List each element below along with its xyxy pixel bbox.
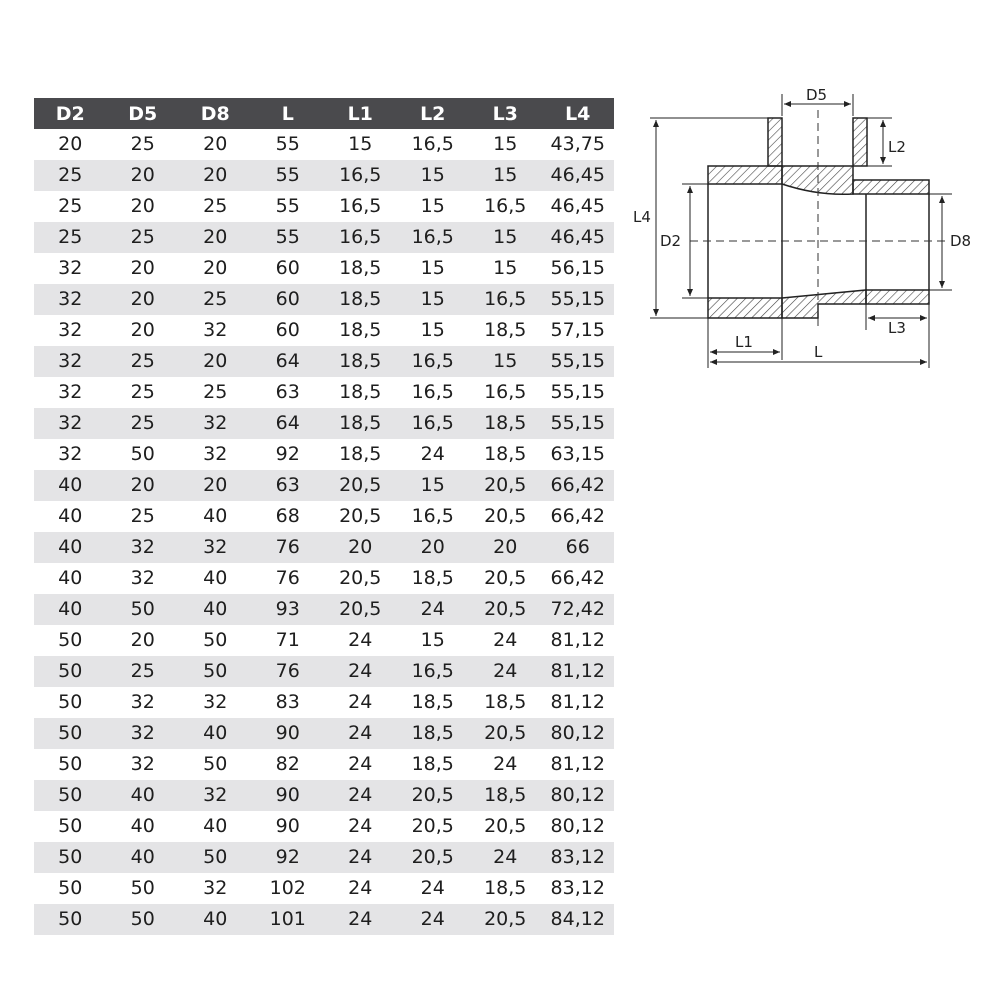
table-cell: 16,5 bbox=[324, 222, 397, 253]
table-cell: 90 bbox=[252, 780, 325, 811]
table-cell: 40 bbox=[203, 815, 228, 837]
table-cell: 32 bbox=[130, 753, 155, 775]
table-cell: 24 bbox=[324, 656, 397, 687]
table-cell: 68 bbox=[275, 505, 300, 527]
table-cell: 25 bbox=[34, 160, 107, 191]
table-cell: 64 bbox=[252, 346, 325, 377]
table-cell: 20 bbox=[179, 470, 252, 501]
table-cell: 32 bbox=[34, 408, 107, 439]
table-cell: 40 bbox=[203, 505, 228, 527]
table-cell: 50 bbox=[179, 842, 252, 873]
table-cell: 20 bbox=[203, 257, 228, 279]
table-cell: 90 bbox=[275, 815, 300, 837]
table-cell: 32 bbox=[130, 691, 155, 713]
table-cell: 18,5 bbox=[339, 381, 382, 403]
column-header: L bbox=[252, 98, 325, 129]
table-cell: 32 bbox=[58, 443, 83, 465]
table-cell: 24 bbox=[420, 877, 445, 899]
table-cell: 20 bbox=[469, 532, 542, 563]
table-cell: 16,5 bbox=[411, 133, 454, 155]
table-row bbox=[34, 625, 614, 656]
table-cell: 32 bbox=[179, 408, 252, 439]
label-d8: D8 bbox=[950, 232, 972, 250]
table-cell: 25 bbox=[130, 505, 155, 527]
table-cell: 25 bbox=[130, 133, 155, 155]
table-cell: 71 bbox=[275, 629, 300, 651]
table-cell: 15 bbox=[397, 470, 470, 501]
table-cell: 18,5 bbox=[324, 284, 397, 315]
table-row bbox=[34, 160, 614, 191]
table-cell: 15 bbox=[469, 346, 542, 377]
table-cell: 20 bbox=[324, 532, 397, 563]
table-cell: 25 bbox=[107, 346, 180, 377]
table-cell: 90 bbox=[252, 718, 325, 749]
table-cell: 18,5 bbox=[469, 780, 542, 811]
table-cell: 93 bbox=[252, 594, 325, 625]
table-cell: 16,5 bbox=[411, 505, 454, 527]
table-cell: 32 bbox=[34, 346, 107, 377]
table-cell: 56,15 bbox=[550, 257, 605, 279]
table-cell: 40 bbox=[107, 780, 180, 811]
table-row bbox=[34, 656, 614, 687]
table-cell: 24 bbox=[469, 656, 542, 687]
table-cell: 16,5 bbox=[411, 381, 454, 403]
table-cell: 102 bbox=[269, 877, 306, 899]
table-cell: 50 bbox=[107, 594, 180, 625]
table-cell: 32 bbox=[203, 443, 228, 465]
table-cell: 32 bbox=[58, 257, 83, 279]
table-row bbox=[34, 749, 614, 780]
table-cell: 25 bbox=[58, 195, 83, 217]
table-cell: 50 bbox=[58, 753, 83, 775]
table-cell: 81,12 bbox=[550, 753, 605, 775]
table-cell: 16,5 bbox=[397, 408, 470, 439]
table-cell: 15 bbox=[397, 284, 470, 315]
table-cell: 60 bbox=[252, 284, 325, 315]
table-cell: 15 bbox=[469, 160, 542, 191]
column-header: L3 bbox=[469, 98, 542, 129]
label-d2: D2 bbox=[660, 232, 682, 250]
table-cell: 32 bbox=[58, 319, 83, 341]
table-cell: 15 bbox=[420, 195, 445, 217]
table-cell: 32 bbox=[58, 381, 83, 403]
table-cell: 25 bbox=[107, 408, 180, 439]
table-row bbox=[34, 377, 614, 408]
table-cell: 24 bbox=[324, 842, 397, 873]
table-cell: 66,42 bbox=[550, 567, 605, 589]
table-cell: 55 bbox=[252, 160, 325, 191]
table-row bbox=[34, 253, 614, 284]
table-cell: 66,42 bbox=[550, 505, 605, 527]
table-cell: 24 bbox=[397, 594, 470, 625]
table-cell: 18,5 bbox=[469, 408, 542, 439]
table-cell: 40 bbox=[34, 532, 107, 563]
table-cell: 16,5 bbox=[397, 222, 470, 253]
table-cell: 20,5 bbox=[469, 594, 542, 625]
table-cell: 16,5 bbox=[397, 346, 470, 377]
table-cell: 92 bbox=[252, 842, 325, 873]
table-cell: 20,5 bbox=[397, 780, 470, 811]
table-cell: 50 bbox=[130, 443, 155, 465]
table-cell: 25 bbox=[130, 381, 155, 403]
table-cell: 60 bbox=[275, 257, 300, 279]
table-cell: 32 bbox=[130, 567, 155, 589]
table-row bbox=[34, 470, 614, 501]
table-cell: 63 bbox=[275, 381, 300, 403]
table-cell: 24 bbox=[324, 718, 397, 749]
table-cell: 18,5 bbox=[411, 567, 454, 589]
table-cell: 55,15 bbox=[542, 346, 615, 377]
dimension-lines bbox=[650, 94, 952, 368]
table-row bbox=[34, 904, 614, 935]
table-cell: 50 bbox=[58, 815, 83, 837]
table-cell: 16,5 bbox=[484, 195, 527, 217]
table-row bbox=[34, 501, 614, 532]
table-cell: 50 bbox=[179, 656, 252, 687]
table-cell: 25 bbox=[107, 656, 180, 687]
table-row bbox=[34, 315, 614, 346]
table-cell: 20,5 bbox=[339, 567, 382, 589]
table-cell: 50 bbox=[107, 904, 180, 935]
table-row bbox=[34, 842, 614, 873]
table-cell: 50 bbox=[34, 904, 107, 935]
table-cell: 25 bbox=[203, 381, 228, 403]
table-cell: 20,5 bbox=[469, 718, 542, 749]
table-cell: 16,5 bbox=[469, 284, 542, 315]
table-cell: 57,15 bbox=[550, 319, 605, 341]
table-cell: 40 bbox=[179, 718, 252, 749]
table-cell: 32 bbox=[179, 780, 252, 811]
column-header: L4 bbox=[542, 98, 615, 129]
table-row bbox=[34, 439, 614, 470]
column-header: D5 bbox=[107, 98, 180, 129]
table-cell: 55 bbox=[275, 195, 300, 217]
table-row bbox=[34, 687, 614, 718]
table-cell: 20,5 bbox=[411, 815, 454, 837]
table-cell: 40 bbox=[203, 567, 228, 589]
table-cell: 81,12 bbox=[550, 629, 605, 651]
table-cell: 24 bbox=[348, 753, 373, 775]
table-cell: 24 bbox=[397, 904, 470, 935]
table-row bbox=[34, 191, 614, 222]
table-cell: 46,45 bbox=[550, 195, 605, 217]
table-cell: 32 bbox=[34, 284, 107, 315]
table-cell: 18,5 bbox=[411, 753, 454, 775]
table-cell: 18,5 bbox=[484, 877, 527, 899]
table-cell: 20,5 bbox=[324, 594, 397, 625]
label-l2: L2 bbox=[888, 138, 906, 156]
table-cell: 40 bbox=[34, 470, 107, 501]
table-cell: 15 bbox=[397, 160, 470, 191]
table-cell: 64 bbox=[252, 408, 325, 439]
table-cell: 15 bbox=[420, 629, 445, 651]
table-cell: 80,12 bbox=[550, 815, 605, 837]
column-header: D8 bbox=[179, 98, 252, 129]
dimension-table bbox=[34, 98, 614, 935]
table-cell: 15 bbox=[493, 257, 518, 279]
table-row bbox=[34, 718, 614, 749]
table-cell: 50 bbox=[34, 780, 107, 811]
table-body bbox=[34, 129, 614, 935]
table-cell: 16,5 bbox=[324, 160, 397, 191]
table-cell: 18,5 bbox=[339, 257, 382, 279]
table-cell: 20 bbox=[203, 133, 228, 155]
table-header-row bbox=[34, 98, 614, 129]
table-cell: 50 bbox=[58, 629, 83, 651]
table-cell: 20 bbox=[179, 346, 252, 377]
table-row bbox=[34, 129, 614, 160]
table-cell: 15 bbox=[420, 319, 445, 341]
table-cell: 63,15 bbox=[550, 443, 605, 465]
table-cell: 18,5 bbox=[339, 319, 382, 341]
table-cell: 46,45 bbox=[542, 160, 615, 191]
table-cell: 20,5 bbox=[397, 842, 470, 873]
table-cell: 40 bbox=[130, 815, 155, 837]
table-cell: 24 bbox=[420, 443, 445, 465]
table-cell: 50 bbox=[58, 691, 83, 713]
table-cell: 50 bbox=[203, 629, 228, 651]
table-cell: 20 bbox=[397, 532, 470, 563]
table-row bbox=[34, 346, 614, 377]
table-cell: 15 bbox=[420, 257, 445, 279]
table-cell: 32 bbox=[107, 532, 180, 563]
table-cell: 25 bbox=[203, 195, 228, 217]
table-cell: 24 bbox=[348, 877, 373, 899]
table-row bbox=[34, 222, 614, 253]
table-cell: 50 bbox=[34, 718, 107, 749]
table-cell: 18,5 bbox=[484, 691, 527, 713]
table-cell: 20 bbox=[130, 257, 155, 279]
table-cell: 15 bbox=[493, 133, 518, 155]
table-cell: 18,5 bbox=[411, 691, 454, 713]
table-cell: 101 bbox=[252, 904, 325, 935]
table-cell: 80,12 bbox=[542, 780, 615, 811]
table-cell: 20,5 bbox=[324, 470, 397, 501]
table-cell: 15 bbox=[348, 133, 373, 155]
table-cell: 32 bbox=[203, 691, 228, 713]
table-cell: 66 bbox=[542, 532, 615, 563]
label-l: L bbox=[814, 343, 823, 361]
table-cell: 16,5 bbox=[397, 656, 470, 687]
table-cell: 32 bbox=[203, 319, 228, 341]
table-cell: 55,15 bbox=[542, 284, 615, 315]
table-cell: 55,15 bbox=[542, 408, 615, 439]
table-cell: 81,12 bbox=[542, 656, 615, 687]
table-cell: 24 bbox=[348, 691, 373, 713]
table-cell: 18,5 bbox=[397, 718, 470, 749]
table-cell: 50 bbox=[34, 842, 107, 873]
table-cell: 60 bbox=[275, 319, 300, 341]
table-cell: 40 bbox=[107, 842, 180, 873]
table-cell: 50 bbox=[203, 753, 228, 775]
table-cell: 24 bbox=[348, 629, 373, 651]
table-cell: 16,5 bbox=[484, 381, 527, 403]
table-cell: 18,5 bbox=[324, 408, 397, 439]
table-row bbox=[34, 563, 614, 594]
table-cell: 40 bbox=[34, 594, 107, 625]
table-cell: 20,5 bbox=[484, 505, 527, 527]
table-cell: 72,42 bbox=[542, 594, 615, 625]
table-row bbox=[34, 811, 614, 842]
table-cell: 20,5 bbox=[469, 904, 542, 935]
table-cell: 50 bbox=[58, 877, 83, 899]
table-cell: 20 bbox=[107, 160, 180, 191]
column-header: D2 bbox=[34, 98, 107, 129]
table-cell: 40 bbox=[58, 505, 83, 527]
table-row bbox=[34, 532, 614, 563]
label-d5: D5 bbox=[806, 86, 828, 104]
table-cell: 63 bbox=[252, 470, 325, 501]
table-cell: 25 bbox=[179, 284, 252, 315]
table-cell: 32 bbox=[203, 877, 228, 899]
label-l4: L4 bbox=[633, 208, 651, 226]
table-cell: 92 bbox=[275, 443, 300, 465]
table-cell: 20 bbox=[58, 133, 83, 155]
table-cell: 20 bbox=[107, 284, 180, 315]
table-cell: 18,5 bbox=[484, 443, 527, 465]
table-cell: 50 bbox=[130, 877, 155, 899]
table-cell: 55 bbox=[275, 133, 300, 155]
column-header: L2 bbox=[397, 98, 470, 129]
table-cell: 20,5 bbox=[484, 567, 527, 589]
table-cell: 20,5 bbox=[339, 505, 382, 527]
table-cell: 24 bbox=[324, 904, 397, 935]
table-cell: 46,45 bbox=[542, 222, 615, 253]
table-cell: 20 bbox=[130, 195, 155, 217]
table-cell: 20 bbox=[179, 222, 252, 253]
table-row bbox=[34, 284, 614, 315]
table-cell: 18,5 bbox=[484, 319, 527, 341]
table-cell: 40 bbox=[58, 567, 83, 589]
column-header: L1 bbox=[324, 98, 397, 129]
table-cell: 55 bbox=[252, 222, 325, 253]
table-cell: 83,12 bbox=[542, 842, 615, 873]
table-row bbox=[34, 594, 614, 625]
table-cell: 20 bbox=[130, 319, 155, 341]
table-cell: 16,5 bbox=[339, 195, 382, 217]
table-cell: 83,12 bbox=[550, 877, 605, 899]
table-cell: 81,12 bbox=[550, 691, 605, 713]
table-cell: 80,12 bbox=[542, 718, 615, 749]
table-cell: 82 bbox=[275, 753, 300, 775]
table-cell: 83 bbox=[275, 691, 300, 713]
table-cell: 66,42 bbox=[542, 470, 615, 501]
table-cell: 40 bbox=[179, 904, 252, 935]
table-cell: 76 bbox=[275, 567, 300, 589]
table-cell: 18,5 bbox=[324, 346, 397, 377]
table-cell: 25 bbox=[34, 222, 107, 253]
table-cell: 15 bbox=[469, 222, 542, 253]
table-cell: 50 bbox=[34, 656, 107, 687]
table-cell: 40 bbox=[179, 594, 252, 625]
table-row bbox=[34, 873, 614, 904]
label-l3: L3 bbox=[888, 319, 906, 337]
table-cell: 20 bbox=[130, 629, 155, 651]
table-cell: 24 bbox=[348, 815, 373, 837]
table-cell: 24 bbox=[493, 629, 518, 651]
table-cell: 32 bbox=[107, 718, 180, 749]
table-cell: 43,75 bbox=[550, 133, 605, 155]
table-cell: 20 bbox=[179, 160, 252, 191]
table-cell: 55,15 bbox=[550, 381, 605, 403]
reducing-tee-drawing bbox=[630, 80, 990, 380]
table-cell: 24 bbox=[493, 753, 518, 775]
table-cell: 20 bbox=[107, 470, 180, 501]
table-cell: 18,5 bbox=[339, 443, 382, 465]
table-cell: 25 bbox=[107, 222, 180, 253]
table-cell: 24 bbox=[469, 842, 542, 873]
table-cell: 20,5 bbox=[484, 815, 527, 837]
table-cell: 20,5 bbox=[469, 470, 542, 501]
label-l1: L1 bbox=[735, 333, 753, 351]
table-cell: 84,12 bbox=[542, 904, 615, 935]
table-cell: 24 bbox=[324, 780, 397, 811]
table-cell: 76 bbox=[252, 532, 325, 563]
table-row bbox=[34, 780, 614, 811]
table-cell: 76 bbox=[252, 656, 325, 687]
table-row bbox=[34, 408, 614, 439]
table-cell: 32 bbox=[179, 532, 252, 563]
